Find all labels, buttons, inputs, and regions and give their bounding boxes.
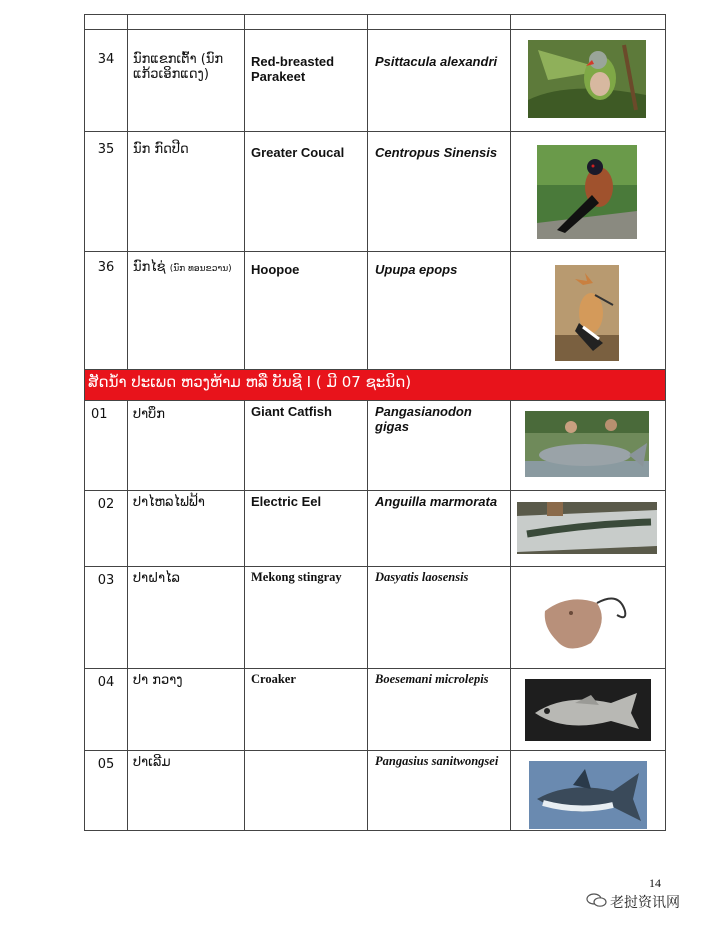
image-cell <box>511 30 666 132</box>
lao-name: ປາເລີມ <box>128 751 245 831</box>
row-number: 03 <box>85 567 128 669</box>
scientific-name: Psittacula alexandri <box>368 30 511 132</box>
hoopoe-photo <box>555 265 619 361</box>
image-cell <box>511 252 666 370</box>
scientific-name: Pangasius sanitwongsei <box>368 751 511 831</box>
pangasius-photo <box>529 761 647 829</box>
section-title: ສັດນ້ຳ ປະເພດ ຫວງຫ້າມ ຫລື ບັນຊີ I ( ມີ 07 ຊະນິດ) <box>85 370 666 401</box>
image-cell <box>511 132 666 252</box>
english-name: Red-breasted Parakeet <box>245 30 368 132</box>
english-name <box>245 751 368 831</box>
lao-name: ປາໄຫລໄຟຟ້າ <box>128 491 245 567</box>
image-cell <box>511 401 666 491</box>
croaker-photo <box>525 679 651 741</box>
eel-photo <box>517 502 657 554</box>
scientific-name: Upupa epops <box>368 252 511 370</box>
header-cell-lao <box>128 15 245 30</box>
wechat-icon <box>586 893 608 907</box>
lao-name: ນົກ ກົດປີດ <box>128 132 245 252</box>
english-name: Giant Catfish <box>245 401 368 491</box>
lao-name: ປາຝາໄລ <box>128 567 245 669</box>
table-row <box>85 491 666 567</box>
table-row <box>85 252 666 370</box>
table-row <box>85 669 666 751</box>
row-number: 05 <box>85 751 128 831</box>
image-cell <box>511 491 666 567</box>
scientific-name: Dasyatis laosensis <box>368 567 511 669</box>
scientific-name: Pangasianodon gigas <box>368 401 511 491</box>
row-number: 02 <box>85 491 128 567</box>
row-number: 36 <box>85 252 128 370</box>
catfish-photo <box>525 411 649 477</box>
scientific-name: Anguilla marmorata <box>368 491 511 567</box>
english-name: Hoopoe <box>245 252 368 370</box>
image-cell <box>511 751 666 831</box>
english-name: Greater Coucal <box>245 132 368 252</box>
row-number: 35 <box>85 132 128 252</box>
lao-name: ນົກແຂກເຕົ້າ (ນົກແກ້ວເອິກແດງ) <box>128 30 245 132</box>
header-cell-scientific <box>368 15 511 30</box>
table-row <box>85 567 666 669</box>
image-cell <box>511 669 666 751</box>
lao-alt-name: (ນົກ ທອນຂວານ) <box>169 264 232 274</box>
english-name: Electric Eel <box>245 491 368 567</box>
row-number: 34 <box>85 30 128 132</box>
watermark-text: 老挝资讯网 <box>610 895 680 911</box>
row-number: 04 <box>85 669 128 751</box>
coucal-photo <box>537 145 637 239</box>
lao-name: ນົກໄຊ່ <box>133 260 166 275</box>
lao-name: ປາ ກວາງ <box>128 669 245 751</box>
scientific-name: Boesemani microlepis <box>368 669 511 751</box>
row-number: 01 <box>85 401 128 491</box>
table-row <box>85 751 666 831</box>
header-cell-no <box>85 15 128 30</box>
scientific-name: Centropus Sinensis <box>368 132 511 252</box>
header-cell-image <box>511 15 666 30</box>
english-name: Mekong stingray <box>245 567 368 669</box>
section-header-row <box>85 370 666 401</box>
lao-name: ປາບຶກ <box>128 401 245 491</box>
page-number: 14 <box>649 876 661 890</box>
image-cell <box>511 567 666 669</box>
parakeet-photo <box>528 40 646 118</box>
species-table <box>84 14 666 831</box>
table-row <box>85 30 666 132</box>
header-cell-english <box>245 15 368 30</box>
table-row <box>85 401 666 491</box>
table-row <box>85 132 666 252</box>
table-header-row <box>85 15 666 30</box>
lao-name-cell <box>128 252 245 370</box>
english-name: Croaker <box>245 669 368 751</box>
stingray-photo <box>539 581 633 657</box>
